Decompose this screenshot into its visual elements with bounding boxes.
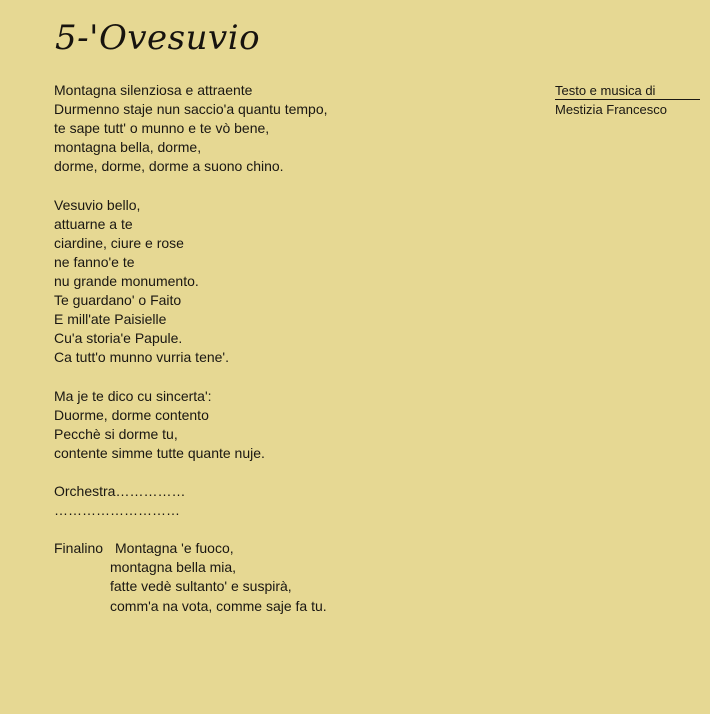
lyric-line: Durmenno staje nun saccio'a quantu tempo,: [54, 101, 328, 118]
finalino-section: [54, 539, 328, 615]
lyric-line: Pecchè si dorme tu,: [54, 425, 178, 442]
stanza-2: [54, 196, 328, 368]
lyric-line: montagna bella, dorme,: [54, 139, 202, 156]
finalino-label: Finalino: [54, 540, 104, 557]
lyric-line: Ca tutt'o munno vurria tene'.: [54, 349, 229, 366]
lyric-line: Cu'a storia'e Papule.: [54, 330, 183, 347]
lyric-line: E mill'ate Paisielle: [54, 311, 167, 328]
song-title: 5-'Ovesuvio: [55, 18, 261, 58]
lyric-line: montagna bella mia,: [110, 559, 237, 576]
lyric-line: Vesuvio bello,: [54, 196, 141, 213]
lyric-line: Montagna 'e fuoco,: [115, 540, 234, 557]
lyric-line: Duorme, dorme contento: [54, 406, 209, 423]
lyric-line: Te guardano' o Faito: [54, 292, 182, 309]
credits: [555, 83, 700, 119]
lyric-line: comm'a na vota, comme saje fa tu.: [110, 597, 327, 614]
lyric-line: Ma je te dico cu sincerta':: [54, 387, 212, 404]
lyric-line: contente simme tutte quante nuje.: [54, 444, 265, 461]
lyric-line: dorme, dorme, dorme a suono chino.: [54, 158, 284, 175]
lyric-line: ne fanno'e te: [54, 253, 135, 270]
dotted-line: ………………………: [54, 502, 180, 519]
orchestra-line: Orchestra……………: [54, 482, 186, 499]
lyric-line: ciardine, ciure e rose: [54, 234, 184, 251]
lyric-line: attuarne a te: [54, 215, 133, 232]
lyric-line: te sape tutt' o munno e te vò bene,: [54, 120, 270, 137]
credits-author: Mestizia Francesco: [555, 102, 667, 117]
lyric-line: Montagna silenziosa e attraente: [54, 82, 253, 98]
stanza-1: [54, 81, 328, 176]
lyric-line: fatte vedè sultanto' e suspirà,: [110, 578, 292, 595]
lyrics: [54, 81, 328, 635]
stanza-3: [54, 387, 328, 463]
credits-label: Testo e musica di: [555, 83, 700, 100]
stanza-orchestra: [54, 482, 328, 520]
lyric-line: nu grande monumento.: [54, 272, 199, 289]
